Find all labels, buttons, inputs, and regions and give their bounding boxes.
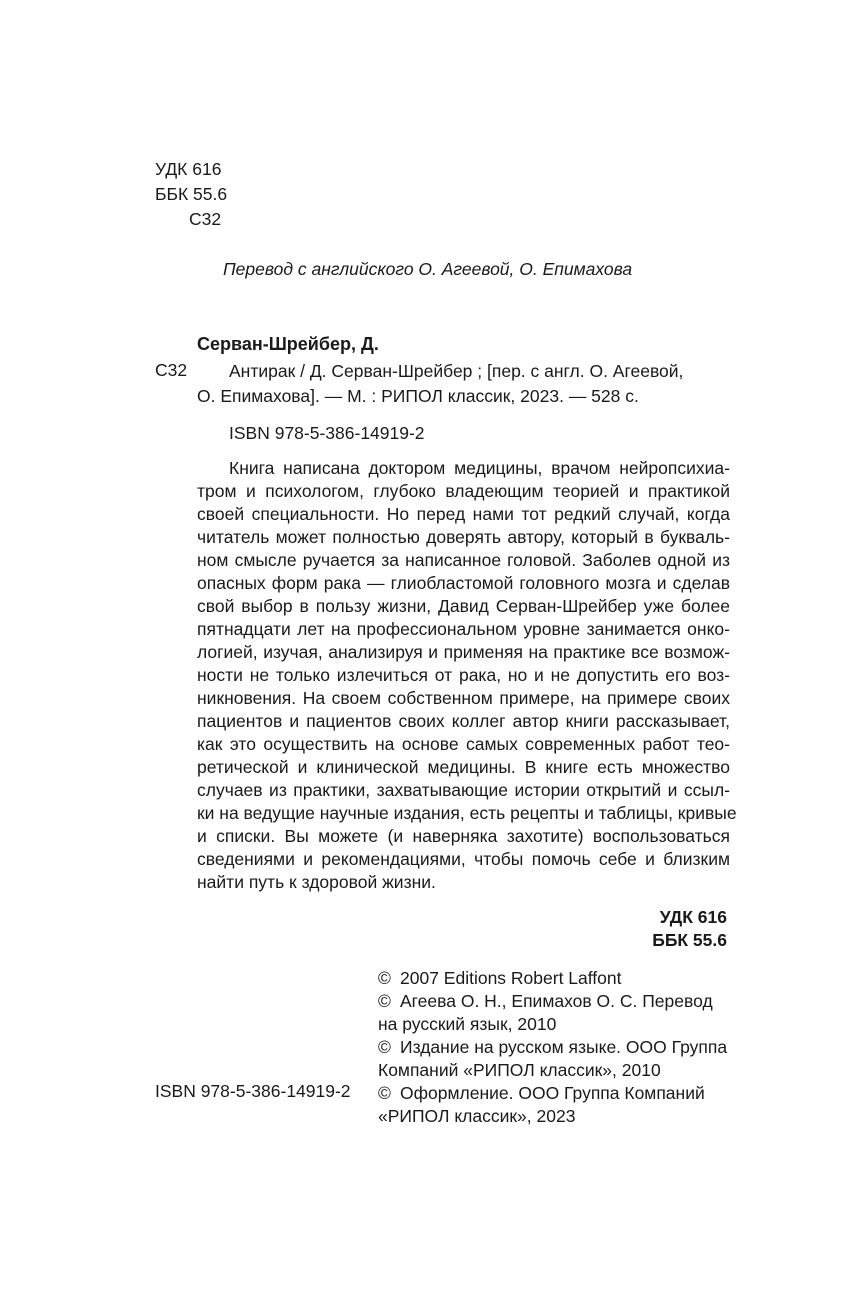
copyright-line: © 2007 Editions Robert Laffont [378, 968, 622, 988]
copyright-symbol: © [378, 968, 391, 988]
bib-description [197, 359, 730, 409]
bbk-code: ББК 55.6 [155, 184, 228, 204]
copyright-block [378, 967, 738, 1128]
annotation [197, 457, 737, 894]
annotation-line: сведениями и рекомендациями, чтобы помочь себе и близким [197, 849, 730, 869]
bib-line: Антирак / Д. Серван-Шрейбер ; [пер. с англ. О. Агеевой, [229, 361, 684, 381]
bib-line: О. Епимахова]. — М. : РИПОЛ классик, 2023. — 528 с. [197, 386, 639, 406]
copyright-line: Компаний «РИПОЛ классик», 2010 [378, 1060, 661, 1080]
bib-isbn: ISBN 978-5-386-14919-2 [229, 423, 425, 443]
annotation-line: случаев из практики, захватывающие истории открытий и ссыл- [197, 780, 730, 800]
udk-code-bold: УДК 616 [659, 907, 727, 927]
copyright-line: на русский язык, 2010 [378, 1014, 557, 1034]
annotation-line: опасных форм рака — глиобластомой головного мозга и сделав [197, 573, 730, 593]
bib-side-code: С32 [155, 360, 188, 380]
udk-code: УДК 616 [155, 159, 222, 179]
copyright-symbol: © [378, 991, 391, 1011]
annotation-line: пятнадцати лет на профессиональном уровне занимается онко- [197, 619, 730, 639]
copyright-line: © Агеева О. Н., Епимахов О. С. Перевод [378, 991, 713, 1011]
annotation-line: Книга написана доктором медицины, врачом нейропсихиа- [229, 458, 730, 478]
copyright-symbol: © [378, 1083, 391, 1103]
copyright-symbol: © [378, 1037, 391, 1057]
annotation-line: логией, изучая, анализируя и применяя на практике все возмож- [197, 642, 730, 662]
bbk-code-bold: ББК 55.6 [652, 930, 727, 950]
annotation-line: как это осуществить на основе самых современных работ тео- [197, 734, 730, 754]
annotation-line: ном смысле ручается за написанное головой. Заболев одной из [197, 550, 730, 570]
translator-line: Перевод с английского О. Агеевой, О. Епимахова [223, 259, 633, 279]
isbn-bottom: ISBN 978-5-386-14919-2 [155, 1081, 351, 1101]
annotation-line: ретической и клинической медицины. В книге есть множество [197, 757, 730, 777]
annotation-line: ки на ведущие научные издания, есть рецепты и таблицы, кривые [197, 803, 737, 823]
annotation-line: тром и психологом, глубоко владеющим теорией и практикой [197, 481, 730, 501]
annotation-line: читатель может полностью доверять автору, который в букваль- [197, 527, 730, 547]
author-sign-code: С32 [189, 209, 222, 229]
copyright-line: © Издание на русском языке. ООО Группа [378, 1037, 728, 1057]
classification-block [155, 157, 227, 232]
annotation-line: своей специальности. Но перед нами тот редкий случай, когда [197, 504, 730, 524]
annotation-line: и списки. Вы можете (и наверняка захотите) воспользоваться [197, 826, 730, 846]
bib-author: Серван-Шрейбер, Д. [197, 334, 379, 354]
annotation-line: свой выбор в пользу жизни, Давид Серван-Шрейбер уже более [197, 596, 730, 616]
annotation-line: ности не только излечиться от рака, но и не допустить его воз- [197, 665, 730, 685]
copyright-line: © Оформление. ООО Группа Компаний [378, 1083, 705, 1103]
annotation-line: найти путь к здоровой жизни. [197, 872, 436, 892]
annotation-line: пациентов и пациентов своих коллег автор книги рассказывает, [197, 711, 730, 731]
copyright-line: «РИПОЛ классик», 2023 [378, 1106, 576, 1126]
annotation-line: никновения. На своем собственном примере, на примере своих [197, 688, 730, 708]
classification-bold [652, 906, 727, 952]
